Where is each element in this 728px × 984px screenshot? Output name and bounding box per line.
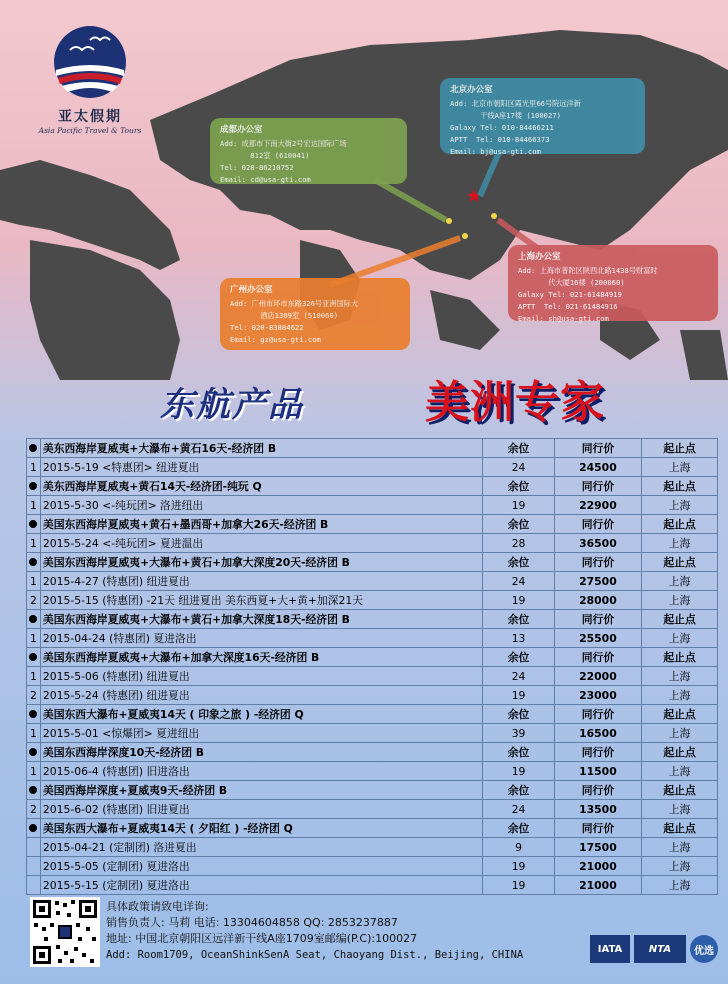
- origin-header: 起止点: [642, 705, 718, 724]
- row-index: 1: [27, 667, 41, 686]
- tour-header-row: [27, 648, 718, 667]
- office-beijing: [440, 78, 645, 154]
- tour-header-row: [27, 515, 718, 534]
- trade-price: 13500: [554, 800, 641, 819]
- trade-price: 16500: [554, 724, 641, 743]
- departure-info: 2015-5-24 (特惠团) 纽进夏出: [40, 686, 482, 705]
- departure-row: [27, 724, 718, 743]
- bullet-dot-icon: [29, 824, 37, 832]
- trade-price: 22000: [554, 667, 641, 686]
- office-title: 成都办公室: [220, 125, 263, 135]
- seats-header: 余位: [483, 705, 554, 724]
- origin-header: 起止点: [642, 610, 718, 629]
- departure-info: 2015-04-21 (定制团) 洛进夏出: [40, 838, 482, 857]
- headline-expert: 美洲专家: [425, 377, 605, 428]
- seats-header: 余位: [483, 439, 554, 458]
- bullet-dot-icon: [29, 482, 37, 490]
- logo-emblem-icon: [50, 22, 130, 100]
- product-table: [26, 438, 718, 895]
- tour-header-row: [27, 743, 718, 762]
- bullet-icon: [27, 781, 41, 800]
- departure-row: [27, 496, 718, 515]
- office-title: 北京办公室: [450, 85, 493, 95]
- price-header: 同行价: [554, 515, 641, 534]
- contact-address-cn: 地址: 中国北京朝阳区远洋新干线A座1709室邮编(P.C):100027: [106, 932, 418, 945]
- seats-left: 19: [483, 762, 554, 781]
- contact-sales: 销售负责人: 马莉 电话: 13304604858 QQ: 2853237887: [106, 916, 398, 929]
- origin-city: 上海: [642, 857, 718, 876]
- seats-left: 9: [483, 838, 554, 857]
- departure-row: [27, 686, 718, 705]
- row-index: 1: [27, 496, 41, 515]
- price-header: 同行价: [554, 705, 641, 724]
- certification-badges: [590, 935, 718, 963]
- logo-english-name: Asia Pacific Travel & Tours: [38, 126, 142, 135]
- qr-code-icon: [30, 897, 100, 967]
- departure-info: 2015-5-06 (特惠团) 纽进夏出: [40, 667, 482, 686]
- office-line: 812室 (610041): [220, 151, 310, 160]
- office-line: Galaxy Tel: 021-61484919: [518, 290, 622, 299]
- departure-info: 2015-5-15 (特惠团) -21天 纽进夏出 美东西夏+大+黄+加深21天: [40, 591, 482, 610]
- office-line: 代大厦16楼 (200060): [518, 278, 625, 287]
- bullet-dot-icon: [29, 558, 37, 566]
- origin-city: 上海: [642, 667, 718, 686]
- row-index: 1: [27, 724, 41, 743]
- office-line: Add: 上海市普陀区陕西北路1438号财富时: [518, 266, 658, 275]
- departure-info: 2015-5-30 <-纯玩团> 洛进纽出: [40, 496, 482, 515]
- departure-info: 2015-06-4 (特惠团) 旧进洛出: [40, 762, 482, 781]
- origin-header: 起止点: [642, 439, 718, 458]
- origin-header: 起止点: [642, 515, 718, 534]
- office-line: Galaxy Tel: 010-84466211: [450, 123, 554, 132]
- origin-header: 起止点: [642, 553, 718, 572]
- trade-price: 36500: [554, 534, 641, 553]
- bullet-dot-icon: [29, 710, 37, 718]
- tour-header-row: [27, 781, 718, 800]
- bullet-icon: [27, 477, 41, 496]
- bullet-icon: [27, 648, 41, 667]
- office-line: Email: bj@usa-gti.com: [450, 147, 541, 156]
- trade-price: 28000: [554, 591, 641, 610]
- tour-name: 美东西海岸夏威夷+大瀑布+黄石16天-经济团 B: [40, 439, 482, 458]
- departure-row: [27, 572, 718, 591]
- price-header: 同行价: [554, 819, 641, 838]
- bullet-dot-icon: [29, 748, 37, 756]
- seats-left: 19: [483, 857, 554, 876]
- seats-left: 24: [483, 667, 554, 686]
- tour-name: 美国东西海岸夏威夷+大瀑布+黄石+加拿大深度18天-经济团 B: [40, 610, 482, 629]
- departure-row: [27, 857, 718, 876]
- departure-info: 2015-4-27 (特惠团) 纽进夏出: [40, 572, 482, 591]
- seats-header: 余位: [483, 515, 554, 534]
- row-index: [27, 857, 41, 876]
- departure-info: 2015-5-01 <惊爆团> 夏进纽出: [40, 724, 482, 743]
- departure-row: [27, 458, 718, 477]
- office-shanghai: [508, 245, 718, 321]
- origin-header: 起止点: [642, 648, 718, 667]
- price-header: 同行价: [554, 648, 641, 667]
- row-index: 2: [27, 591, 41, 610]
- tour-header-row: [27, 819, 718, 838]
- office-line: Tel: 020-83884622: [230, 323, 304, 332]
- bullet-icon: [27, 439, 41, 458]
- origin-city: 上海: [642, 838, 718, 857]
- trade-price: 25500: [554, 629, 641, 648]
- row-index: 2: [27, 686, 41, 705]
- origin-city: 上海: [642, 591, 718, 610]
- bullet-dot-icon: [29, 444, 37, 452]
- office-line: Tel: 028-86210752: [220, 163, 294, 172]
- office-line: Email: gz@usa-gti.com: [230, 335, 321, 344]
- origin-city: 上海: [642, 800, 718, 819]
- trade-price: 17500: [554, 838, 641, 857]
- price-header: 同行价: [554, 610, 641, 629]
- price-header: 同行价: [554, 477, 641, 496]
- departure-info: 2015-5-24 <-纯玩团> 夏进温出: [40, 534, 482, 553]
- seats-header: 余位: [483, 477, 554, 496]
- bullet-icon: [27, 515, 41, 534]
- origin-city: 上海: [642, 724, 718, 743]
- origin-city: 上海: [642, 496, 718, 515]
- footer: [26, 895, 718, 975]
- office-line: Email: sh@usa-gti.com: [518, 314, 609, 323]
- office-title: 上海办公室: [518, 252, 561, 262]
- bullet-icon: [27, 610, 41, 629]
- brand-logo: [30, 22, 150, 135]
- row-index: 1: [27, 534, 41, 553]
- departure-row: [27, 762, 718, 781]
- tour-header-row: [27, 705, 718, 724]
- trade-price: 21000: [554, 857, 641, 876]
- office-line: 干线A座17楼 (100027): [450, 111, 561, 120]
- origin-city: 上海: [642, 534, 718, 553]
- contact-heading: 具体政策请致电详询:: [106, 900, 209, 913]
- office-line: Add: 北京市朝阳区霞光里66号院远洋新: [450, 99, 581, 108]
- tour-name: 美国西海岸深度+夏威夷9天-经济团 B: [40, 781, 482, 800]
- departure-row: [27, 876, 718, 895]
- trade-price: 21000: [554, 876, 641, 895]
- departure-info: 2015-5-19 <特惠团> 纽进夏出: [40, 458, 482, 477]
- tour-name: 美国东西海岸夏威夷+黄石+墨西哥+加拿大26天-经济团 B: [40, 515, 482, 534]
- row-index: 2: [27, 800, 41, 819]
- row-index: 1: [27, 762, 41, 781]
- tour-header-row: [27, 439, 718, 458]
- origin-city: 上海: [642, 572, 718, 591]
- origin-header: 起止点: [642, 743, 718, 762]
- office-line: Email: cd@usa-gti.com: [220, 175, 311, 184]
- trade-price: 24500: [554, 458, 641, 477]
- seats-left: 19: [483, 591, 554, 610]
- bullet-dot-icon: [29, 615, 37, 623]
- origin-header: 起止点: [642, 781, 718, 800]
- seats-left: 19: [483, 876, 554, 895]
- price-header: 同行价: [554, 781, 641, 800]
- tour-name: 美国东西海岸夏威夷+大瀑布+黄石+加拿大深度20天-经济团 B: [40, 553, 482, 572]
- seats-left: 19: [483, 686, 554, 705]
- office-line: Add: 成都市下南大街2号宏达国际广场: [220, 139, 347, 148]
- contact-address-en: Add: Room1709, OceanShinkSenA Seat, Chaoyang Dist., Beijing, CHINA: [106, 949, 524, 961]
- row-index: 1: [27, 629, 41, 648]
- nta-badge: NTA: [634, 935, 686, 963]
- bullet-dot-icon: [29, 520, 37, 528]
- departure-row: [27, 800, 718, 819]
- bullet-icon: [27, 743, 41, 762]
- bullet-dot-icon: [29, 653, 37, 661]
- trade-price: 27500: [554, 572, 641, 591]
- price-header: 同行价: [554, 439, 641, 458]
- seats-left: 24: [483, 458, 554, 477]
- origin-city: 上海: [642, 629, 718, 648]
- price-header: 同行价: [554, 743, 641, 762]
- departure-row: [27, 629, 718, 648]
- seats-header: 余位: [483, 648, 554, 667]
- seats-header: 余位: [483, 781, 554, 800]
- departure-info: 2015-5-15 (定制团) 夏进洛出: [40, 876, 482, 895]
- seats-left: 19: [483, 496, 554, 515]
- seats-left: 24: [483, 800, 554, 819]
- logo-chinese-name: 亚太假期: [58, 109, 122, 125]
- tour-name: 美国东西大瀑布+夏威夷14天 ( 夕阳红 ) -经济团 Q: [40, 819, 482, 838]
- origin-header: 起止点: [642, 819, 718, 838]
- departure-info: 2015-5-05 (定制团) 夏进洛出: [40, 857, 482, 876]
- price-header: 同行价: [554, 553, 641, 572]
- office-guangzhou: [220, 278, 410, 350]
- seats-header: 余位: [483, 743, 554, 762]
- office-title: 广州办公室: [230, 285, 273, 295]
- row-index: 1: [27, 572, 41, 591]
- seats-header: 余位: [483, 610, 554, 629]
- office-line: Add: 广州市环市东路326号亚洲国际大: [230, 299, 359, 308]
- seats-left: 28: [483, 534, 554, 553]
- seats-left: 13: [483, 629, 554, 648]
- trade-price: 23000: [554, 686, 641, 705]
- origin-header: 起止点: [642, 477, 718, 496]
- seats-left: 39: [483, 724, 554, 743]
- office-line: APTT Tel: 010-84466373: [450, 135, 550, 144]
- origin-city: 上海: [642, 876, 718, 895]
- origin-city: 上海: [642, 762, 718, 781]
- row-index: [27, 876, 41, 895]
- origin-city: 上海: [642, 686, 718, 705]
- trade-price: 11500: [554, 762, 641, 781]
- departure-row: [27, 591, 718, 610]
- trade-price: 22900: [554, 496, 641, 515]
- office-line: APTT Tel: 021-61484916: [518, 302, 618, 311]
- headline-product: 东航产品: [160, 385, 304, 425]
- product-table-body: [27, 439, 718, 895]
- contact-info: [106, 899, 523, 963]
- tour-name: 美国东西大瀑布+夏威夷14天 ( 印象之旅 ) -经济团 Q: [40, 705, 482, 724]
- tour-name: 美东西海岸夏威夷+黄石14天-经济团-纯玩 Q: [40, 477, 482, 496]
- seats-header: 余位: [483, 553, 554, 572]
- departure-row: [27, 534, 718, 553]
- seats-header: 余位: [483, 819, 554, 838]
- preferred-badge: 优选: [690, 935, 718, 963]
- bullet-icon: [27, 553, 41, 572]
- bullet-icon: [27, 705, 41, 724]
- iata-badge: IATA: [590, 935, 630, 963]
- tour-header-row: [27, 553, 718, 572]
- row-index: 1: [27, 458, 41, 477]
- bullet-dot-icon: [29, 786, 37, 794]
- bullet-icon: [27, 819, 41, 838]
- tour-header-row: [27, 610, 718, 629]
- office-chengdu: [210, 118, 407, 184]
- departure-row: [27, 667, 718, 686]
- departure-info: 2015-04-24 (特惠团) 夏进洛出: [40, 629, 482, 648]
- seats-left: 24: [483, 572, 554, 591]
- departure-row: [27, 838, 718, 857]
- tour-name: 美国东西海岸深度10天-经济团 B: [40, 743, 482, 762]
- origin-city: 上海: [642, 458, 718, 477]
- tour-name: 美国东西海岸夏威夷+大瀑布+加拿大深度16天-经济团 B: [40, 648, 482, 667]
- office-line: 酒店1309室 (510060): [230, 311, 339, 320]
- tour-header-row: [27, 477, 718, 496]
- row-index: [27, 838, 41, 857]
- departure-info: 2015-6-02 (特惠团) 旧进夏出: [40, 800, 482, 819]
